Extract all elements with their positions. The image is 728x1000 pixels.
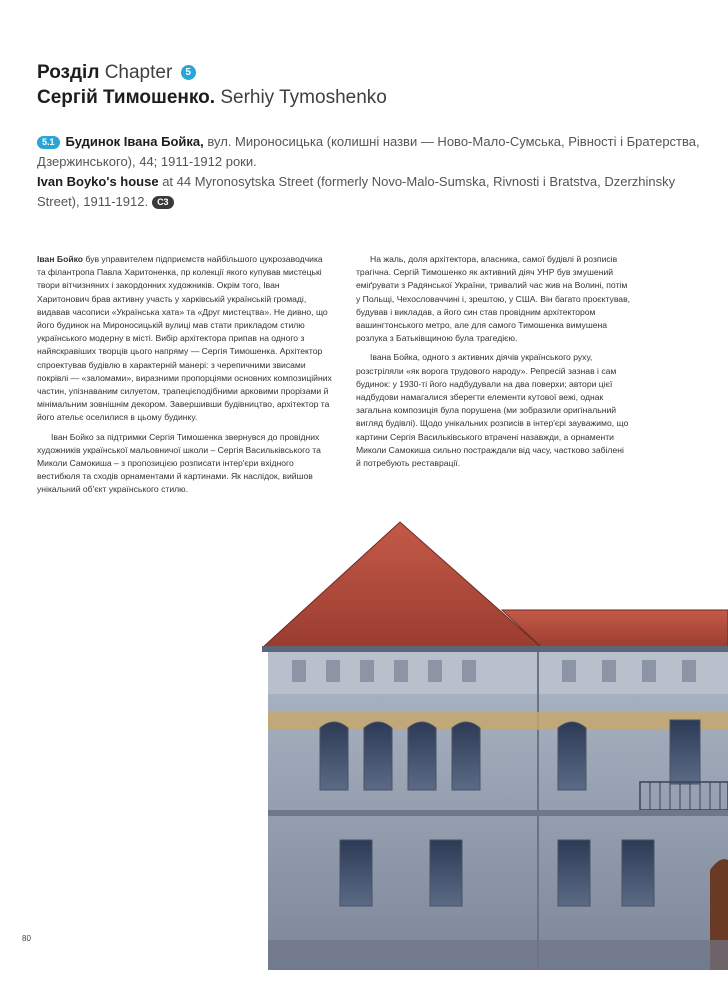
chapter-title xyxy=(37,60,387,85)
architect-name xyxy=(37,85,387,110)
building-address-uk: вул. Мироносицька (колишні назви — Ново-Мало-Сумська, Рівності і Братерства, Дзержинського), 44; 1911-1912 роки. xyxy=(37,134,700,169)
text-column-right xyxy=(356,253,631,476)
item-number-badge: 5.1 xyxy=(37,136,60,149)
lead-name: Іван Бойко xyxy=(37,254,84,264)
architect-name-en: Serhiy Tymoshenko xyxy=(220,87,387,108)
chapter-number-badge: 5 xyxy=(181,65,196,80)
architect-name-uk: Сергій Тимошенко. xyxy=(37,87,216,108)
building-title-en: Ivan Boyko's house xyxy=(37,174,159,189)
paragraph: був управителем підприємств найбільшого цукрозаводчика та філантропа Павла Харитоненка, пр колекції якого купував мистецькі твори вітчизняних і закордонних художників. Окрім того, Іван Харитонович брав активну участь у харківській українській громаді, видавав часописи «Українська хата» та «Друг мистецтва». Не дивно, що його будинок на Мироносицькій вулиці мав стати прикладом стилю українського модерну в місті. Вибір архітектора припав на одного з найяскравіших творців цього напряму — Сергія Тимошенка. Архітектор спроектував будівлю в характерній манері: з черепичними звисами покрівлі — «заломами», виразними пропорціями основних композиційних частин, упізнаваним силуетом, трапецієподібними арковими прорізами й мінімальним зовнішнім декором. Завершивши будівництво, архітектор та його ательє оселилися в цьому будинку. xyxy=(37,254,332,423)
building-illustration xyxy=(262,520,728,970)
map-tag-badge: C3 xyxy=(152,196,174,209)
section-label-uk: Розділ xyxy=(37,62,100,83)
paragraph: На жаль, доля архітектора, власника, самої будівлі й розписів трагічна. Сергій Тимошенко як активний діяч УНР був змушений еміґрувати з Радянської України, тривалий час жив на Волині, потім у Польщі, Чехословаччині і, зрештою, у США. Він багато проєктував, будував і викладав, а його син став провідним архітектором вашингтонського метро, але для самого Тимошенка вимушена розлука з Батьківщиною була трагедією. xyxy=(356,254,631,344)
building-title-uk: Будинок Івана Бойка, xyxy=(65,134,204,149)
paragraph: Івана Бойка, одного з активних діячів українського руху, розстріляли «як ворога трудового народу». Репресій зазнав і сам будинок: у 1930-ті його надбудували на два поверхи; автори цієї надбудови намагалися зберегти елементи кутової вежі, однак загальна композиція була порушена (ми зобразили оригінальний вигляд будівлі). Щодо унікальних розписів в інтер'єрі зауважимо, що картини Сергія Васильківського втрачені назавжди, а орнаменти Миколи Самокиша сильно постраждали від часу, частково забілені й потребують реставрації. xyxy=(356,352,629,469)
page-number: 80 xyxy=(22,934,31,943)
chapter-header xyxy=(37,60,387,110)
section-label-en: Chapter xyxy=(104,62,173,83)
paragraph: Іван Бойко за підтримки Сергія Тимошенка звернувся до провідних художників української мальовничої школи – Сергія Васильківського та Миколи Самокиша – з пропозицією розписати інтер'єри вхідного вестибюля та сходів орнаментами й картинами. Як наслідок, вийшов унікальний об'єкт українського стилю. xyxy=(37,431,321,495)
text-column-left xyxy=(37,253,332,503)
building-address-en: at 44 Myronosytska Street (formerly Novo-Malo-Sumska, Rivnosti i Bratstva, Dzerzhinsky Street), 1911-1912. xyxy=(37,174,676,209)
building-subheading xyxy=(37,132,717,212)
